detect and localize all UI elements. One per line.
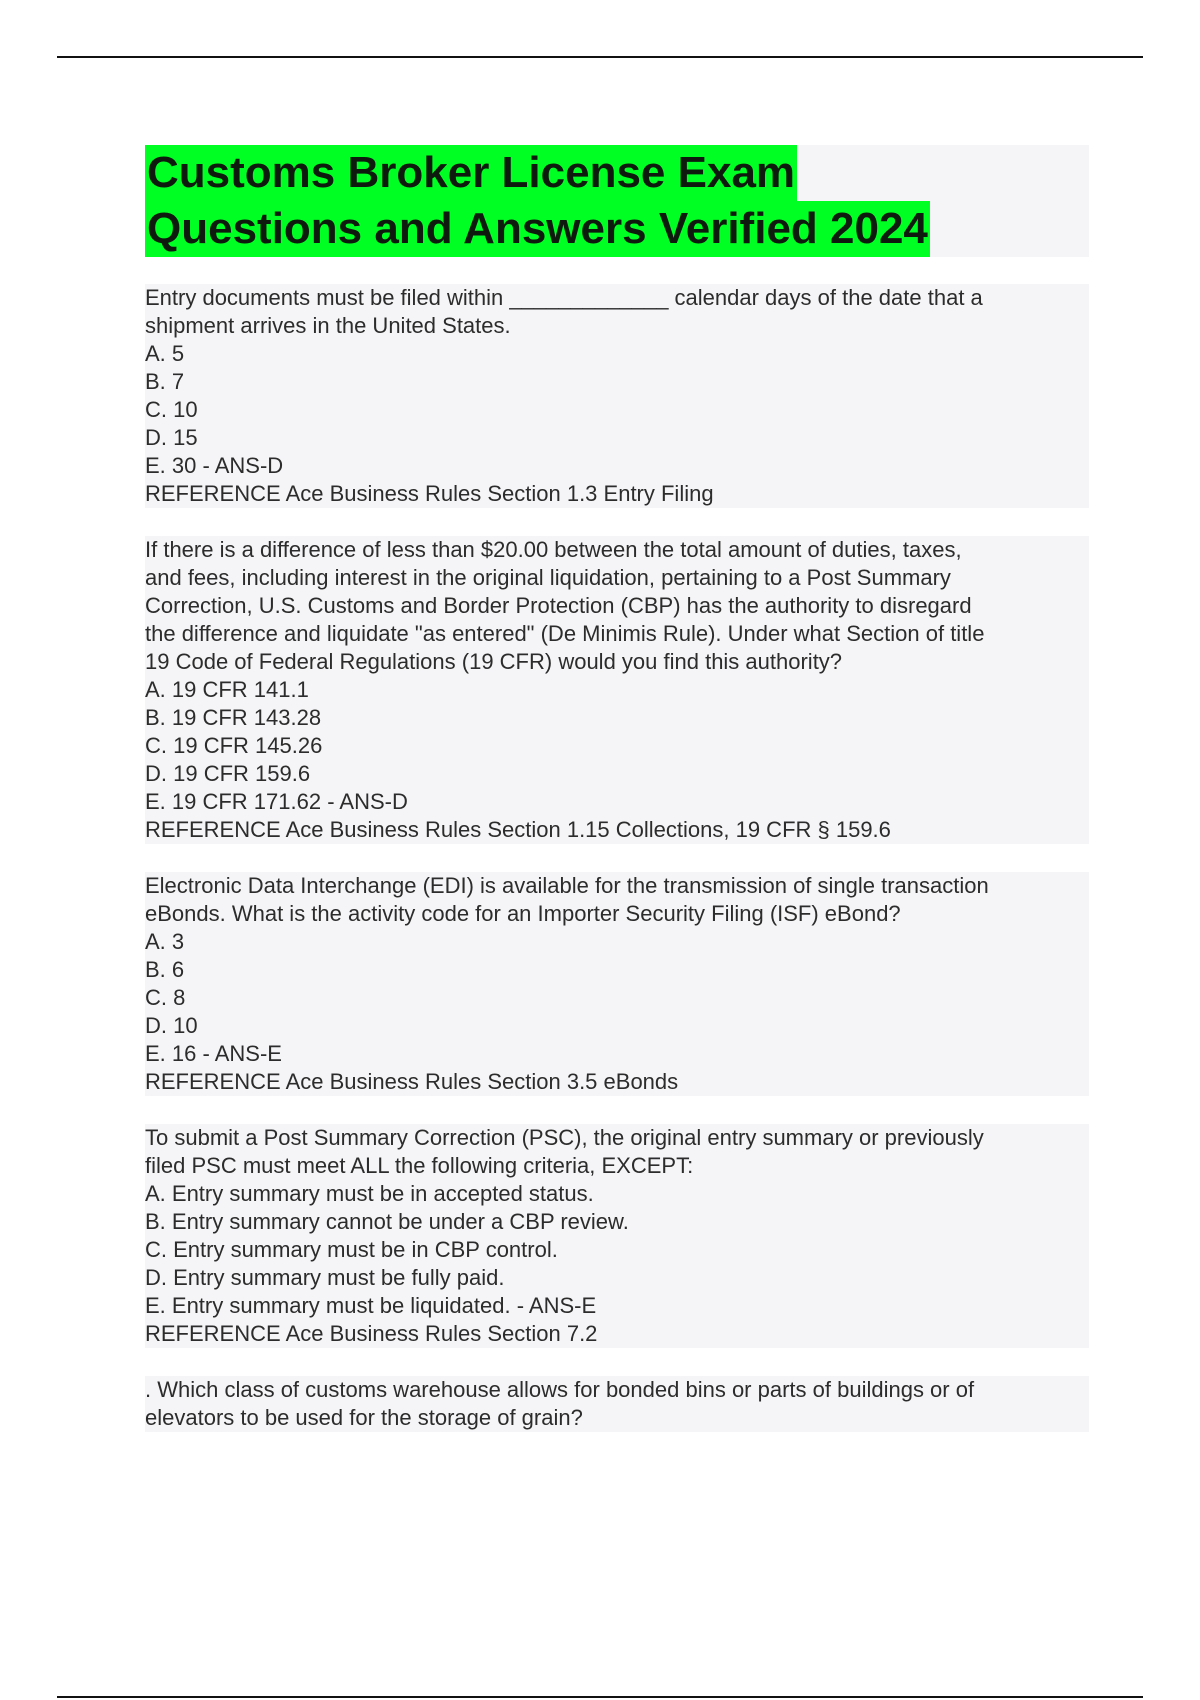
question-text: Electronic Data Interchange (EDI) is available for the transmission of single transaction (145, 872, 1089, 900)
answer-option: A. 5 (145, 340, 1089, 368)
question-block (145, 284, 1089, 508)
question-text: elevators to be used for the storage of grain? (145, 1404, 1089, 1432)
answer-option: D. 15 (145, 424, 1089, 452)
question-text: the difference and liquidate "as entered" (De Minimis Rule). Under what Section of title (145, 620, 1089, 648)
question-text: 19 Code of Federal Regulations (19 CFR) would you find this authority? (145, 648, 1089, 676)
footer-rule (57, 1696, 1143, 1698)
question-text: Entry documents must be filed within _____________ calendar days of the date that a (145, 284, 1089, 312)
document-title (145, 145, 1089, 257)
reference-text: REFERENCE Ace Business Rules Section 7.2 (145, 1320, 1089, 1348)
answer-option: B. 19 CFR 143.28 (145, 704, 1089, 732)
question-block (145, 536, 1089, 844)
answer-option: D. 19 CFR 159.6 (145, 760, 1089, 788)
answer-option: A. Entry summary must be in accepted status. (145, 1180, 1089, 1208)
answer-option: E. 30 - ANS-D (145, 452, 1089, 480)
answer-option: C. 8 (145, 984, 1089, 1012)
answer-option: E. Entry summary must be liquidated. - ANS-E (145, 1292, 1089, 1320)
answer-option: E. 19 CFR 171.62 - ANS-D (145, 788, 1089, 816)
questions-list (145, 284, 1089, 1460)
answer-option: E. 16 - ANS-E (145, 1040, 1089, 1068)
reference-text: REFERENCE Ace Business Rules Section 1.15 Collections, 19 CFR § 159.6 (145, 816, 1089, 844)
answer-option: A. 19 CFR 141.1 (145, 676, 1089, 704)
question-block (145, 1376, 1089, 1432)
question-text: and fees, including interest in the original liquidation, pertaining to a Post Summary (145, 564, 1089, 592)
answer-option: D. Entry summary must be fully paid. (145, 1264, 1089, 1292)
question-block (145, 1124, 1089, 1348)
answer-option: C. Entry summary must be in CBP control. (145, 1236, 1089, 1264)
reference-text: REFERENCE Ace Business Rules Section 1.3 Entry Filing (145, 480, 1089, 508)
question-text: . Which class of customs warehouse allows for bonded bins or parts of buildings or of (145, 1376, 1089, 1404)
question-text: filed PSC must meet ALL the following criteria, EXCEPT: (145, 1152, 1089, 1180)
title-line-2: Questions and Answers Verified 2024 (145, 201, 930, 257)
answer-option: A. 3 (145, 928, 1089, 956)
answer-option: B. 6 (145, 956, 1089, 984)
answer-option: B. 7 (145, 368, 1089, 396)
reference-text: REFERENCE Ace Business Rules Section 3.5 eBonds (145, 1068, 1089, 1096)
question-text: eBonds. What is the activity code for an Importer Security Filing (ISF) eBond? (145, 900, 1089, 928)
answer-option: D. 10 (145, 1012, 1089, 1040)
question-text: shipment arrives in the United States. (145, 312, 1089, 340)
answer-option: C. 10 (145, 396, 1089, 424)
question-text: To submit a Post Summary Correction (PSC), the original entry summary or previously (145, 1124, 1089, 1152)
header-rule (57, 56, 1143, 58)
question-text: If there is a difference of less than $20.00 between the total amount of duties, taxes, (145, 536, 1089, 564)
answer-option: B. Entry summary cannot be under a CBP review. (145, 1208, 1089, 1236)
answer-option: C. 19 CFR 145.26 (145, 732, 1089, 760)
title-line-1: Customs Broker License Exam (145, 145, 797, 201)
question-block (145, 872, 1089, 1096)
question-text: Correction, U.S. Customs and Border Protection (CBP) has the authority to disregard (145, 592, 1089, 620)
